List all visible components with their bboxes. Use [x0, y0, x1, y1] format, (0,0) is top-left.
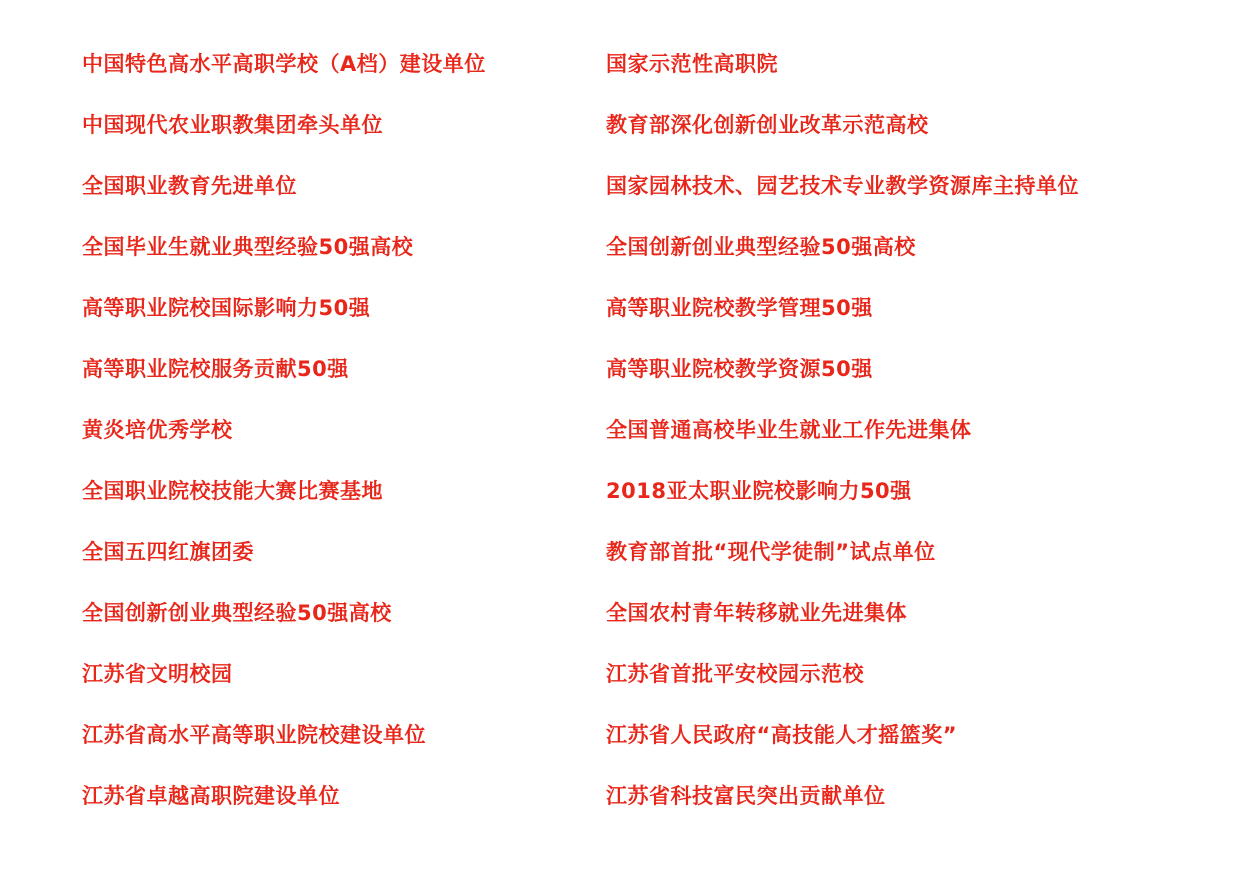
honor-item: 高等职业院校国际影响力50强	[82, 295, 371, 320]
honor-item: 教育部深化创新创业改革示范高校	[606, 112, 929, 137]
honor-item: 中国现代农业职教集团牵头单位	[82, 112, 383, 137]
honor-item: 国家园林技术、园艺技术专业教学资源库主持单位	[606, 173, 1079, 198]
honor-item: 全国普通高校毕业生就业工作先进集体	[606, 417, 972, 442]
honor-item: 全国职业院校技能大赛比赛基地	[82, 478, 383, 503]
honor-item: 全国职业教育先进单位	[82, 173, 297, 198]
honor-item: 江苏省人民政府“高技能人才摇篮奖”	[606, 722, 958, 747]
honor-item: 全国毕业生就业典型经验50强高校	[82, 234, 414, 259]
honor-item: 江苏省首批平安校园示范校	[606, 661, 864, 686]
honor-item: 江苏省高水平高等职业院校建设单位	[82, 722, 426, 747]
honor-item: 中国特色高水平高职学校（A档）建设单位	[82, 51, 486, 76]
honor-item: 全国创新创业典型经验50强高校	[82, 600, 392, 625]
honor-item: 江苏省卓越高职院建设单位	[82, 783, 340, 808]
honors-grid	[40, 34, 1202, 827]
honor-item: 全国农村青年转移就业先进集体	[606, 600, 907, 625]
honor-item: 2018亚太职业院校影响力50强	[606, 478, 912, 503]
honor-item: 高等职业院校教学资源50强	[606, 356, 873, 381]
honor-item: 国家示范性高职院	[606, 51, 778, 76]
honor-item: 全国创新创业典型经验50强高校	[606, 234, 916, 259]
honor-item: 江苏省科技富民突出贡献单位	[606, 783, 886, 808]
honor-item: 高等职业院校服务贡献50强	[82, 356, 349, 381]
honor-item: 全国五四红旗团委	[82, 539, 254, 564]
honor-item: 高等职业院校教学管理50强	[606, 295, 873, 320]
honor-item: 江苏省文明校园	[82, 661, 233, 686]
honor-item: 黄炎培优秀学校	[82, 417, 233, 442]
honor-item: 教育部首批“现代学徒制”试点单位	[606, 539, 936, 564]
